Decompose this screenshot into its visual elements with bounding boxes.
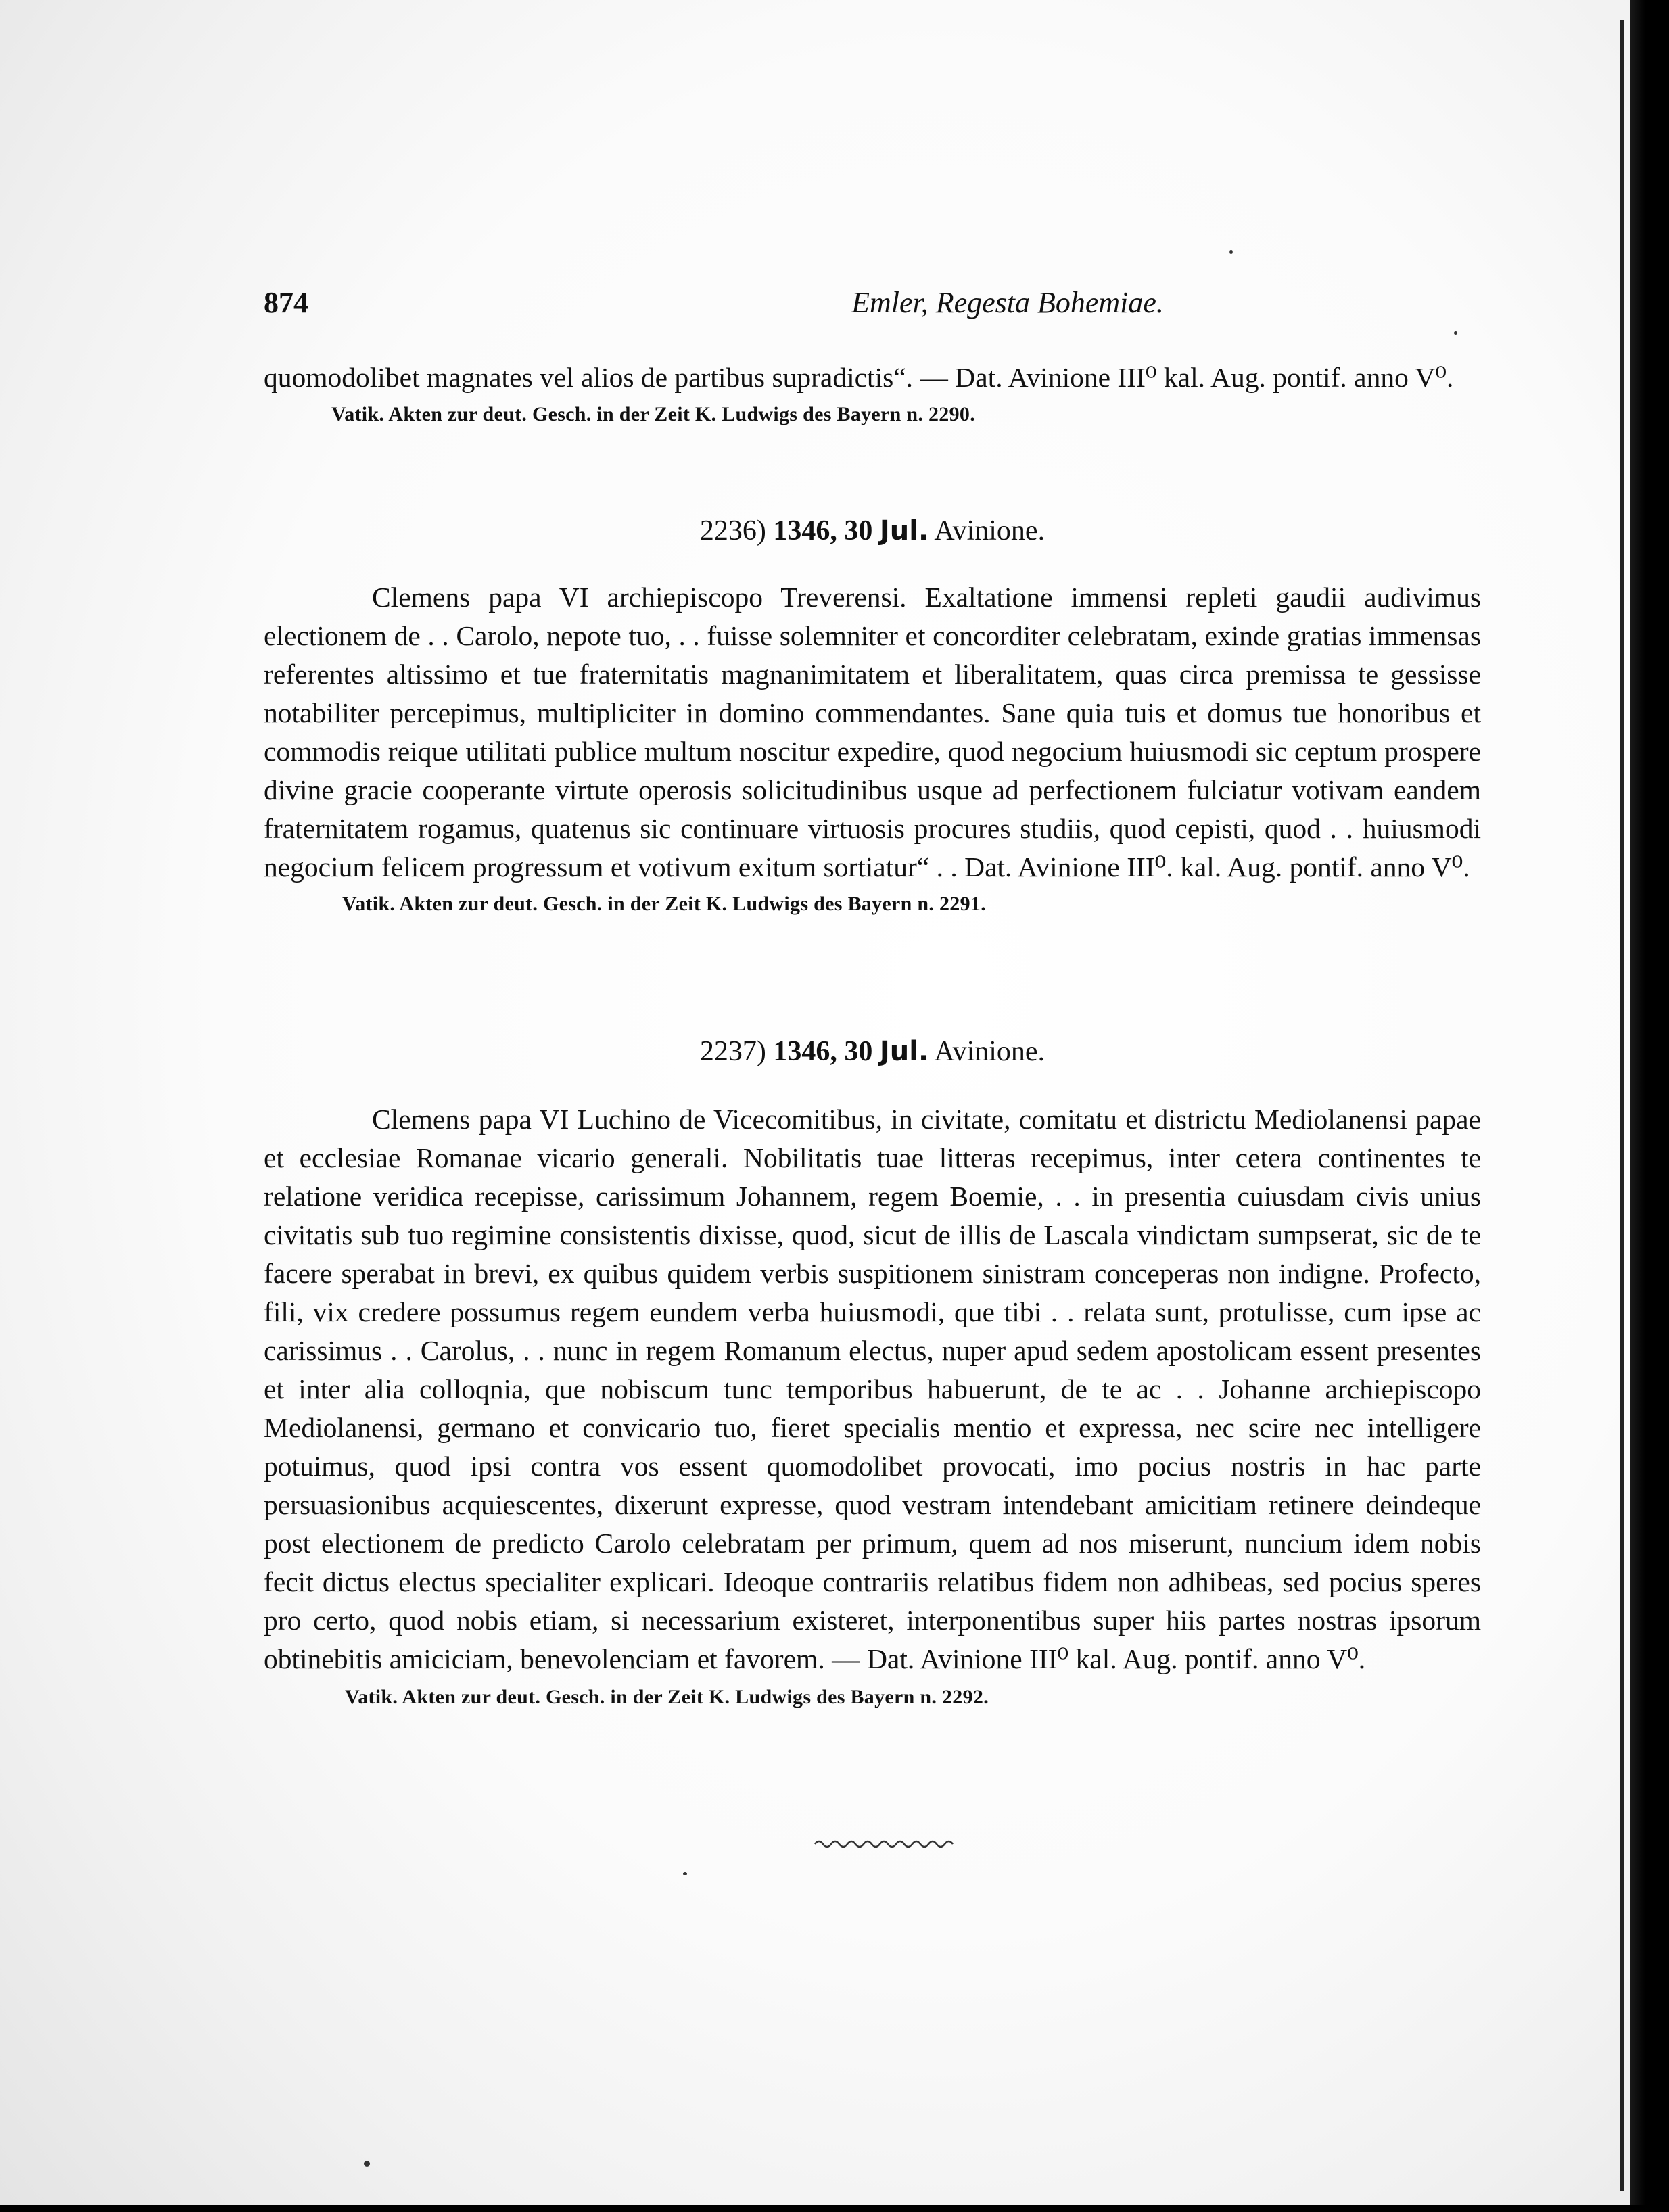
scan-speck — [683, 1872, 687, 1875]
continuation-block — [264, 358, 1481, 428]
entry-date: 1346, 30 — [773, 515, 873, 546]
scan-border-bottom — [0, 2205, 1669, 2212]
scan-border-right — [1630, 0, 1669, 2212]
scan-speck — [1454, 331, 1457, 335]
entry-text: Clemens papa VI Luchino de Vicecomitibus, in civitate, comitatu et districtu Mediolanensi papae et ecclesiae Romanae vicario generali. Nobilitatis tuae litteras recepimus, inter cetera continentes te relatione veridica recepisse, carissimum Johannem, regem Boemie, . . in presentia cuiusdam civis unius civitatis sub tuo regimine consistentis dixisse, quod, sicut de illis de Lascala vindictam sumpserat, sic de te facere sperabat in brevi, ex quibus quidem verbis suspitionem sinistram conceperas non indigne. Profecto, fili, vix credere possumus regem eundem verba huiusmodi, que tibi . . relata sunt, protulisse, cum ipse ac carissimus . . Carolus, . . nunc in regem Romanum electus, nuper apud sedem apostolicam essent presentes et inter alia colloqnia, que nobiscum tunc temporibus habuerunt, de te ac . . Johanne archiepiscopo Mediolanensi, germano et convicario tuo, fieret specialis mentio et expressa, nec scire nec intelligere potuimus, quod ipsi contra vos essent quomodolibet provocati, imo pocius nostris in hac parte persuasionibus acquiescentes, dixerunt expresse, quod vestram intendebant amicitiam retinere deindeque post electionem de predicto Carolo celebratam per primum, quem ad nos miserunt, nuncium idem nobis fecit dictus electus specialiter explicari. Ideoque contrariis relatibus fidem non adhibeas, sed pocius speres pro certo, quod nobis etiam, si necessarium existeret, interponentibus super hiis partes nostras ipsorum obtinebitis amiciciam, benevolenciam et favorem. — Dat. Avinione III⁰ kal. Aug. pontif. anno V⁰. — [264, 1104, 1481, 1674]
scan-speck — [364, 2161, 370, 2167]
entry-2237 — [264, 1031, 1481, 1711]
entry-place: Avinione. — [934, 515, 1045, 546]
entry-text: Clemens papa VI archiepiscopo Treverensi. Exaltatione immensi repleti gaudii audivimus electionem de . . Carolo, nepote tuo, . . fuisse solemniter et concorditer celebratam, exinde gratias immensas referentes altissimo et tue fraternitatis magnanimitatem et liberalitatem, quas circa premissa te gessisse notabiliter percepimus, multipliciter in domino commendantes. Sane quia tuis et domus tue honoribus et commodis reique utilitati publice multum noscitur expedire, quod negocium huiusmodi sic ceptum prospere divine gracie cooperante virtute operosis solicitudinibus usque ad perfectionem fulciatur votivam eandem fraternitatem rogamus, quatenus sic continuare virtuosis procures studiis, quod cepisti, quod . . huiusmodi negocium felicem progressum et votivum exitum sortiatur“ . . Dat. Avinione III⁰. kal. Aug. pontif. anno V⁰. — [264, 582, 1481, 883]
entry-2236 — [264, 511, 1481, 918]
page-edge-line — [1620, 20, 1624, 2191]
entry-place: Avinione. — [934, 1036, 1045, 1067]
entry-date: 1346, 30 — [773, 1036, 873, 1067]
end-ornament — [812, 1834, 960, 1854]
entry-source: Vatik. Akten zur deut. Gesch. in der Zeit K. Ludwigs des Bayern n. 2292. — [345, 1686, 989, 1708]
entry-source: Vatik. Akten zur deut. Gesch. in der Zeit K. Ludwigs des Bayern n. 2291. — [342, 893, 986, 915]
scan-speck — [1229, 250, 1233, 254]
continuation-text: quomodolibet magnates vel alios de partibus supradictis“. — Dat. Avinione III⁰ kal. Aug. pontif. anno V⁰. — [264, 362, 1454, 393]
entry-number: 2236) — [699, 515, 766, 546]
page-number: 874 — [264, 286, 308, 319]
entry-heading — [264, 1031, 1481, 1072]
running-title: Emler, Regesta Bohemiae. — [851, 286, 1164, 319]
continuation-source: Vatik. Akten zur deut. Gesch. in der Zeit K. Ludwigs des Bayern n. 2290. — [331, 403, 975, 425]
page-header — [264, 285, 1481, 326]
entry-heading — [264, 511, 1481, 551]
entry-month: Jul. — [879, 515, 929, 546]
entry-number: 2237) — [699, 1036, 766, 1067]
entry-month: Jul. — [879, 1036, 929, 1067]
